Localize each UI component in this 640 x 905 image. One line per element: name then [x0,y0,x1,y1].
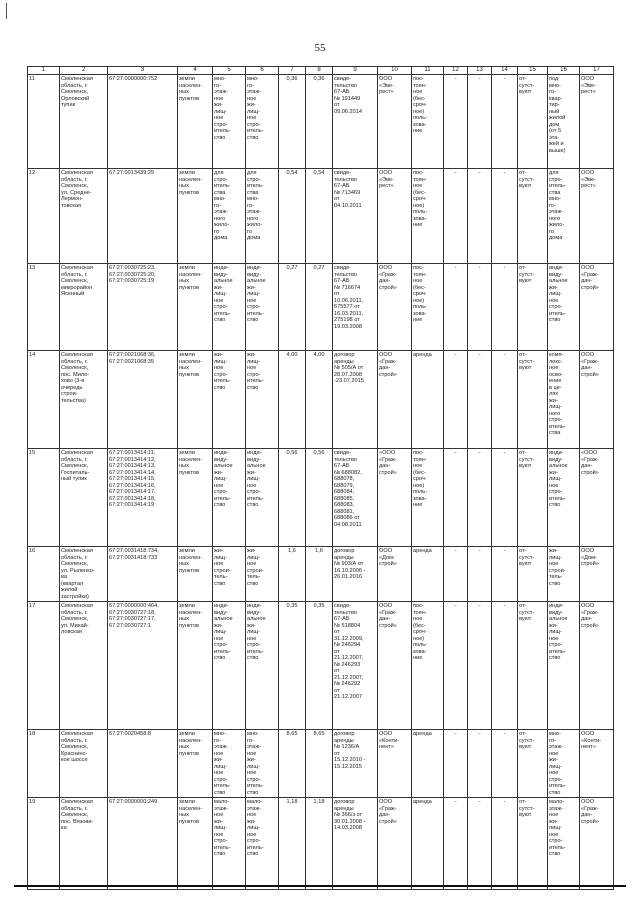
table-cell: 1,6 [306,547,333,602]
table-row [28,602,614,730]
table-cell: 19 [28,798,60,890]
table-cell: - [444,547,468,602]
column-number-header: 9 [333,67,378,75]
table-cell: ООО «Граж- дан- строй» [580,798,614,890]
table-cell: 0,35 [279,602,306,730]
table-cell: мно- го- этаж- ное жи- лищ- ное стро- итель- ство [246,75,279,169]
table-cell: Смоленская область, г. Смоленск, ул. Рыленко- ва (квартал жилой застройки) [60,547,108,602]
table-row [28,798,614,890]
table-cell: земли населен- ных пунктов [178,75,213,169]
table-cell: мно- го- этаж- ное жи- лищ- ное стро- итель- ство [246,730,279,798]
column-number-header: 8 [306,67,333,75]
table-cell: 67:27:0031418:734, 67:27:0031418:733 [108,547,178,602]
table-cell: 67:27:0013414:11, 67:27:0013414:12, 67:27:0013414:13, 67:27:0013414:14, 67:27:0013414:15, 67:27:0013414:16, 67:27:0013414:17, 67:27:0013414:18, 67:27:0013414:19 [108,449,178,547]
table-cell: инди- виду- альное жи- лищ- ное стро- итель- ство [213,264,246,351]
table-cell: 13 [28,264,60,351]
table-cell: пос- тоян- ное (бес- сроч- ное) поль- зова- ние [412,602,444,730]
column-number-row [28,67,614,75]
table-cell: ООО «Дом- строй» [378,547,412,602]
table-cell: 0,35 [306,602,333,730]
table-cell: инди- виду- альное жи- лищ- ное стро- итель- ство [213,602,246,730]
table-cell: 67:27:0021068:36, 67:27:0021068:35 [108,351,178,449]
table-cell: инди- виду- альное жи- лищ- ное стро- итель- ство [548,602,580,730]
table-row [28,169,614,264]
table-cell: жи- лищ- ное стро- итель- ство [213,351,246,449]
table-cell: 11 [28,75,60,169]
table-cell: - [468,449,492,547]
table-cell: мно- го- этаж- ное жи- лищ- ное стро- итель- ство [213,75,246,169]
table-cell: 4,00 [279,351,306,449]
table-cell: мно- го- этаж- ное жи- лищ- ное стро- итель- ство [548,730,580,798]
table-cell: жи- лищ- ное строи- тель- ство [246,547,279,602]
table-cell: - [492,449,518,547]
table-cell: жи- лищ- ное строи- тель- ство [213,547,246,602]
table-cell: от- сутст- вуют [518,264,548,351]
table-cell: ООО «Граж- дан- строй» [580,264,614,351]
table-cell: пос- тоян- ное (бес- сроч- ное) поль- зова- ние [412,75,444,169]
table-cell: мало- этаж- ное жи- лищ- ное стро- итель- ство [246,798,279,890]
table-cell: Смоленская область, г. Смоленск, ул. Михай- ловская [60,602,108,730]
table-cell: - [468,264,492,351]
table-cell: - [468,730,492,798]
table-cell: земли населен- ных пунктов [178,547,213,602]
table-cell: от- сутст- вуют [518,602,548,730]
table-cell: ООО «Эве- рест» [580,169,614,264]
table-cell: договор аренды № 903/А от 16.10.2006 - 26.01.2016 [333,547,378,602]
table-cell: для стро- итель- ства мно- го- этаж- ного жило- го дома [213,169,246,264]
table-cell: - [444,75,468,169]
table-cell: мно- го- этаж- ное жи- лищ- ное стро- итель- ство [213,730,246,798]
table-cell: земли населен- ных пунктов [178,798,213,890]
table-cell: - [444,169,468,264]
table-cell: пос- тоян- ное (бес- сроч- ное) поль- зова- ние [412,169,444,264]
column-number-header: 16 [548,67,580,75]
table-cell: договор аренды № 505/А от 28.07.2008 -23.07.2015 [333,351,378,449]
table-row [28,75,614,169]
table-cell: - [468,798,492,890]
table-cell: 1,18 [279,798,306,890]
table-cell: - [492,602,518,730]
table-cell: от- сутст- вуют [518,449,548,547]
table-cell: для стро- итель- ства мно- го- этаж- ного жило- го дома [548,169,580,264]
column-number-header: 10 [378,67,412,75]
table-cell: свиде- тельство 67-АБ № 518804 от 31.12.2009, № 246294 от 21.12.2007, № 246293 от 21.12.2007, № 246292 от 21.12.2007 [333,602,378,730]
table-cell: инди- виду- альное жи- лищ- ное стро- итель- ство [548,264,580,351]
margin-mark [6,3,7,19]
table-cell: 67:27:0020458:8 [108,730,178,798]
table-cell: ООО «Конти- нент» [378,730,412,798]
column-number-header: 4 [178,67,213,75]
table-cell: комп- лекс- ное осво- ение в це- лях жи- лищ- ного стро- итель- ства [548,351,580,449]
table-cell: - [492,169,518,264]
table-cell: свиде- тельство 67-АБ № 191449 от 09.06.2014 [333,75,378,169]
table-cell: 15 [28,449,60,547]
column-number-header: 17 [580,67,614,75]
column-number-header: 7 [279,67,306,75]
column-number-header: 2 [60,67,108,75]
table-cell: - [444,264,468,351]
table-cell: ООО «Эве- рест» [378,75,412,169]
table-cell: инди- виду- альное жи- лищ- ное стро- итель- ство [246,264,279,351]
table-cell: - [444,798,468,890]
table-cell: ООО «Дом- строй» [580,547,614,602]
table-cell: от- сутст- вуют [518,169,548,264]
table-cell: ООО «Граж- дан- строй» [378,351,412,449]
table-cell: 0,36 [279,75,306,169]
column-number-header: 5 [213,67,246,75]
table-row [28,264,614,351]
table-cell: аренда [412,547,444,602]
table-cell: «ООО «Граж- дан- строй» [580,449,614,547]
table-cell: от- сутст- вуют [518,730,548,798]
table-cell: Смоленская область, г. Смоленск, Краснинс- кое шоссе [60,730,108,798]
table-cell: - [468,547,492,602]
table-cell: - [444,449,468,547]
table-cell: 67:27:0000000:752 [108,75,178,169]
table-cell: - [492,547,518,602]
table-cell: ООО «Граж- дан- строй» [580,602,614,730]
column-number-header: 12 [444,67,468,75]
table-cell: - [468,351,492,449]
table-cell: 0,56 [306,449,333,547]
table-cell: ООО «Эве- рест» [580,75,614,169]
page-number: 55 [314,42,326,54]
table-cell: 67:27:0000000:249 [108,798,178,890]
table-cell: пос- тоян- ное (бес- сроч- ное) поль- зова- ние [412,449,444,547]
table-cell: - [492,351,518,449]
table-cell: жи- лищ- ное стро- итель- ство [246,351,279,449]
table-cell: земли населен- ных пунктов [178,264,213,351]
table-cell: 67:27:0013439:25 [108,169,178,264]
table-cell: ООО «Граж- дан- строй» [378,798,412,890]
footer-rule [14,885,626,887]
table-cell: жи- лищ- ное строи- тель- ство [548,547,580,602]
column-number-header: 14 [492,67,518,75]
table-row [28,547,614,602]
table-cell: - [444,351,468,449]
table-row [28,449,614,547]
table-cell: пос- тоян- ное (бес- сроч- ное) поль- зова- ние [412,264,444,351]
table-cell: Смоленская область, г. Смоленск, пос. Вязови- ка [60,798,108,890]
table-cell: для стро- итель- ства мно- го- этаж- ного жило- го дома [246,169,279,264]
table-cell: 0,27 [306,264,333,351]
table-cell: 12 [28,169,60,264]
table-cell: земли населен- ных пунктов [178,169,213,264]
column-number-header: 15 [518,67,548,75]
table-cell: - [492,75,518,169]
land-plot-table [27,66,614,890]
table-cell: земли населен- ных пунктов [178,449,213,547]
column-number-header: 3 [108,67,178,75]
table-cell: - [468,602,492,730]
column-number-header: 1 [28,67,60,75]
table-cell: ООО «Граж- дан- строй» [378,602,412,730]
table-cell: инди- виду- альное жи- лищ- ное стро- итель- ство [246,449,279,547]
table-cell: 67:27:0000000:464, 67:27:0030727:18, 67:27:0030727:17, 67:27:0030727:1 [108,602,178,730]
table-cell: 14 [28,351,60,449]
table-cell: аренда [412,798,444,890]
table-cell: свиде- тельство 67-АБ № 713469 от 04.10.2011 [333,169,378,264]
table-cell: мало- этаж- ное жи- лищ- ное стро- итель- ство [548,798,580,890]
table-cell: 67:27:0030725:23, 67:27:0030725:20, 67:27:0030725:19 [108,264,178,351]
table-cell: инди- виду- альное жи- лищ- ное стро- итель- ство [548,449,580,547]
table-cell: аренда [412,351,444,449]
table-cell: 0,27 [279,264,306,351]
table-cell: 1,6 [279,547,306,602]
column-number-header: 11 [412,67,444,75]
table-cell: от- сутст- вуют [518,547,548,602]
table-cell: под мно- го- квар- тир- ный жилой дом (от 5 эта- жей и выше) [548,75,580,169]
table-cell: ООО «Конти- нент» [580,730,614,798]
table-row [28,730,614,798]
table-cell: земли населен- ных пунктов [178,730,213,798]
table-cell: Смоленская область, г. Смоленск, микрорайон Ясенный [60,264,108,351]
table-cell: - [444,730,468,798]
table-cell: Смоленская область, г. Смоленск, Госпиталь- ный тупик [60,449,108,547]
table-cell: от- сутст- вуют [518,798,548,890]
table-cell: 18 [28,730,60,798]
table-cell: Смоленская область, г. Смоленск, ул. Средне- Лермон- товская [60,169,108,264]
table-cell: 4,00 [306,351,333,449]
table-cell: от- сутст- вуют [518,75,548,169]
table-cell: земли населен- ных пунктов [178,602,213,730]
table-cell: Смоленская область, г. Смоленск, Орловский тупик [60,75,108,169]
table-cell: - [444,602,468,730]
table-cell: ООО «Граж- дан- строй» [580,351,614,449]
table-cell: «ООО «Граж- дан- строй» [378,449,412,547]
table-cell: 0,54 [306,169,333,264]
column-number-header: 6 [246,67,279,75]
table-cell: 8,65 [306,730,333,798]
table-cell: 8,65 [279,730,306,798]
table-cell: Смоленская область, г. Смоленск, пос. Мило- хово (3-я очередь строи- тельства) [60,351,108,449]
table-cell: ООО «Эве- рест» [378,169,412,264]
table-cell: земли населен- ных пунктов [178,351,213,449]
table-cell: инди- виду- альное жи- лищ- ное стро- итель- ство [246,602,279,730]
table-cell: 0,54 [279,169,306,264]
table-cell: 1,18 [306,798,333,890]
table-cell: - [492,730,518,798]
table-cell: - [492,798,518,890]
table-cell: мало- этаж- ное жи- лищ- ное стро- итель- ство [213,798,246,890]
table-cell: - [468,169,492,264]
table-cell: ООО «Граж- дан- строй» [378,264,412,351]
table-cell: свиде- тельство 67-АБ № 716674 от 10.06.2011, 675577 от 16.03.2011, 275198 от 19.03.2008 [333,264,378,351]
table-cell: свиде- тельство 67-АБ № 688082, 688078, 688079, 688084, 688085, 688083, 688081, 688086 от 04.08.2011 [333,449,378,547]
table-cell: договор аренды № 1236/А от 15.12.2010 - 15.12.2015 [333,730,378,798]
table-cell: - [492,264,518,351]
table-cell: 16 [28,547,60,602]
table-cell: инди- виду- альное жи- лищ- ное стро- итель- ство [213,449,246,547]
table-cell: 17 [28,602,60,730]
table-cell: 0,56 [279,449,306,547]
table-cell: от- сутст- вуют [518,351,548,449]
table-cell: аренда [412,730,444,798]
table-cell: договор аренды № 366/з от 30.01.2008 - 14.03.2008 [333,798,378,890]
table-cell: 0,36 [306,75,333,169]
table-row [28,351,614,449]
table-cell: - [468,75,492,169]
column-number-header: 13 [468,67,492,75]
